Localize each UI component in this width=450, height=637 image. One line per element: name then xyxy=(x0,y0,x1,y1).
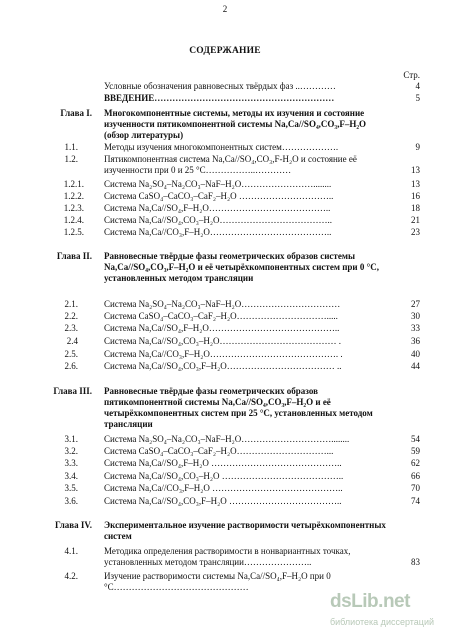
toc-entry-text: Система Na,Ca//SO₄,CO₃–H₂O ………………………………….. xyxy=(104,471,344,481)
toc-entry-number: 1.2.3. xyxy=(63,203,84,213)
toc-entry-text: Система Na,Ca//SO₄,F–H₂O………………………………….. xyxy=(104,203,331,213)
toc-entry-page: 70 xyxy=(411,483,420,493)
watermark-logo: dsLib.net xyxy=(330,591,410,612)
toc-entry-text: Методы изучения многокомпонентных систем………………. xyxy=(104,142,339,152)
toc-entry-page: 54 xyxy=(411,434,420,444)
page-number: 2 xyxy=(222,4,228,14)
toc-entry-number: 1.2. xyxy=(64,154,78,164)
toc-entry-text: Система Na,Ca//CO₃,F–H₂O……………………………………. . xyxy=(104,349,343,359)
toc-entry-text: Методика определения растворимости в нонвариантных точках, установленных методом трансляции………………….. xyxy=(104,546,351,567)
toc-entry-page: 23 xyxy=(411,227,420,237)
toc-entry-number: Глава IV. xyxy=(55,520,92,530)
toc-entry-number: 4.1. xyxy=(64,546,78,556)
toc-entry-text: Система Na,Ca//SO₄,F–H₂O …………………………………….. xyxy=(104,458,342,468)
toc-entry-page: 36 xyxy=(411,336,420,346)
toc-entry-number: 2.6. xyxy=(64,361,78,371)
toc-entry-text: Изучение растворимости системы Na,Ca//SO₄,F–H₂O при 0 °С……………………………………… xyxy=(104,571,331,592)
watermark xyxy=(330,591,448,635)
toc-entry-text: Система Na₂SO₄–Na₂CO₃–NaF–H₂O…………………………… xyxy=(104,299,341,309)
toc-entry-text: Равновесные твёрдые фазы геометрических образов пятикомпонентной системы Na,Ca//SO₄,CO₃,F–H₂O и её четырёхкомпонентных систем при 25 °С, установленных методом трансляции xyxy=(104,386,373,429)
toc-entry-number: Глава I. xyxy=(60,108,92,118)
toc-entry-page: 44 xyxy=(411,361,420,371)
toc-entry-number: 3.2. xyxy=(64,446,78,456)
toc-entry-page: 5 xyxy=(415,93,420,103)
toc-entry-page: 62 xyxy=(411,458,420,468)
toc-entry-page: 27 xyxy=(411,299,420,309)
toc-entry-text: Система Na,Ca//CO₃,F–H₂O………………………………….. xyxy=(104,227,332,237)
toc-entry-text: Система Na₂SO₄–Na₂CO₃–NaF–H₂O……………………........ xyxy=(104,179,332,189)
toc-entry-text: Система CaSO₄–CaCO₃–CaF₂–H₂O…………………………... xyxy=(104,446,334,456)
toc-entry-number: Глава II. xyxy=(56,251,92,261)
toc-entry-number: 3.6. xyxy=(64,496,78,506)
toc-entry-page: 9 xyxy=(415,142,420,152)
toc-entry-text: Система Na,Ca//CO₃,F–H₂O …………………………………….. xyxy=(104,483,343,493)
toc-entry-text: Условные обозначения равновесных твёрдых фаз ..………… xyxy=(104,81,336,91)
watermark-subtitle: библиотека диссертаций xyxy=(330,617,435,627)
toc-entry-number: 3.5. xyxy=(64,483,78,493)
toc-entry-page: 4 xyxy=(415,81,420,91)
toc-entry-page: 13 xyxy=(411,179,420,189)
toc-entry-number: 2.2. xyxy=(64,311,78,321)
toc-entry-number: 1.2.1. xyxy=(63,179,84,189)
toc-entry-page: 16 xyxy=(411,191,420,201)
toc-entry-text: Система Na,Ca//SO₄,CO₃,F–H₂O ……………………………….. xyxy=(104,496,342,506)
toc-entry-page: 74 xyxy=(411,496,420,506)
toc-entry-text: Экспериментальное изучение растворимости четырёхкомпонентных систем xyxy=(104,520,386,541)
toc-entry-text: Система Na,Ca//SO₄,CO₃,F–H₂O……………………………… .. xyxy=(104,361,342,371)
page-column-header: Стр. xyxy=(403,70,420,80)
toc-entry-page: 83 xyxy=(411,557,420,567)
toc-entry-number: 3.4. xyxy=(64,471,78,481)
toc-entry-text: Система Na,Ca//SO₄,F–H₂O…………………………………….. xyxy=(104,323,340,333)
toc-entry-text: Система CaSO₄–CaCO₃–CaF₂–H₂O…………………………..... xyxy=(104,311,338,321)
toc-entry-text: ВВЕДЕНИЕ…………………………………………………… xyxy=(104,93,335,103)
toc-entry-page: 21 xyxy=(411,215,420,225)
toc-entry-text: Равновесные твёрдые фазы геометрических образов системы Na,Ca//SO₄,CO₃,F–H₂O и её четырёхкомпонентных систем при 0 °С, установленных методом трансляции xyxy=(104,251,379,283)
toc-entry-number: 2.4 xyxy=(66,336,78,346)
toc-entry-number: 3.1. xyxy=(64,434,78,444)
toc-entry-number: 3.3. xyxy=(64,458,78,468)
toc-entry-number: 1.1. xyxy=(64,142,78,152)
toc-entry-number: 1.2.2. xyxy=(63,191,84,201)
toc-entry-text: Пятикомпонентная система Na,Ca//SO₄,CO₃,F-H₂O и состояние её изученности при 0 и 25 °С……………..………… xyxy=(104,154,357,175)
toc-entry-number: 2.5. xyxy=(64,349,78,359)
toc-entry-text: Система Na,Ca//SO₄,CO₃–H₂O………………………………… . xyxy=(104,336,342,346)
toc-entry-number: 2.1. xyxy=(64,299,78,309)
toc-title: СОДЕРЖАНИЕ xyxy=(189,46,261,56)
toc-entry-number: 2.3. xyxy=(64,323,78,333)
toc-entry-text: Система Na,Ca//SO₄,CO₃–H₂O……………………………….. xyxy=(104,215,333,225)
toc-entry-page: 59 xyxy=(411,446,420,456)
toc-entry-page: 30 xyxy=(411,311,420,321)
toc-entry-page: 18 xyxy=(411,203,420,213)
toc-entry-number: 4.2. xyxy=(64,571,78,581)
toc-entry-number: Глава III. xyxy=(53,386,92,396)
toc-entry-page: 33 xyxy=(411,323,420,333)
toc-entry-text: Система Na₂SO₄–Na₂CO₃–NaF–H₂O…………………………........ xyxy=(104,434,350,444)
toc-entry-page: 66 xyxy=(411,471,420,481)
toc-entry-page: 13 xyxy=(411,165,420,175)
toc-entry-number: 1.2.4. xyxy=(63,215,84,225)
toc-entry-page: 40 xyxy=(411,349,420,359)
toc-entry-number: 1.2.5. xyxy=(63,227,84,237)
toc-entry-text: Система CaSO₄–CaCO₃–CaF₂–H₂O ………………………….. xyxy=(104,191,334,201)
toc-entry-text: Многокомпонентные системы, методы их изучения и состояние изученности пятикомпонентной системы Na,Ca//SO₄,CO₃,F–H₂O (обзор литературы) xyxy=(104,108,367,140)
